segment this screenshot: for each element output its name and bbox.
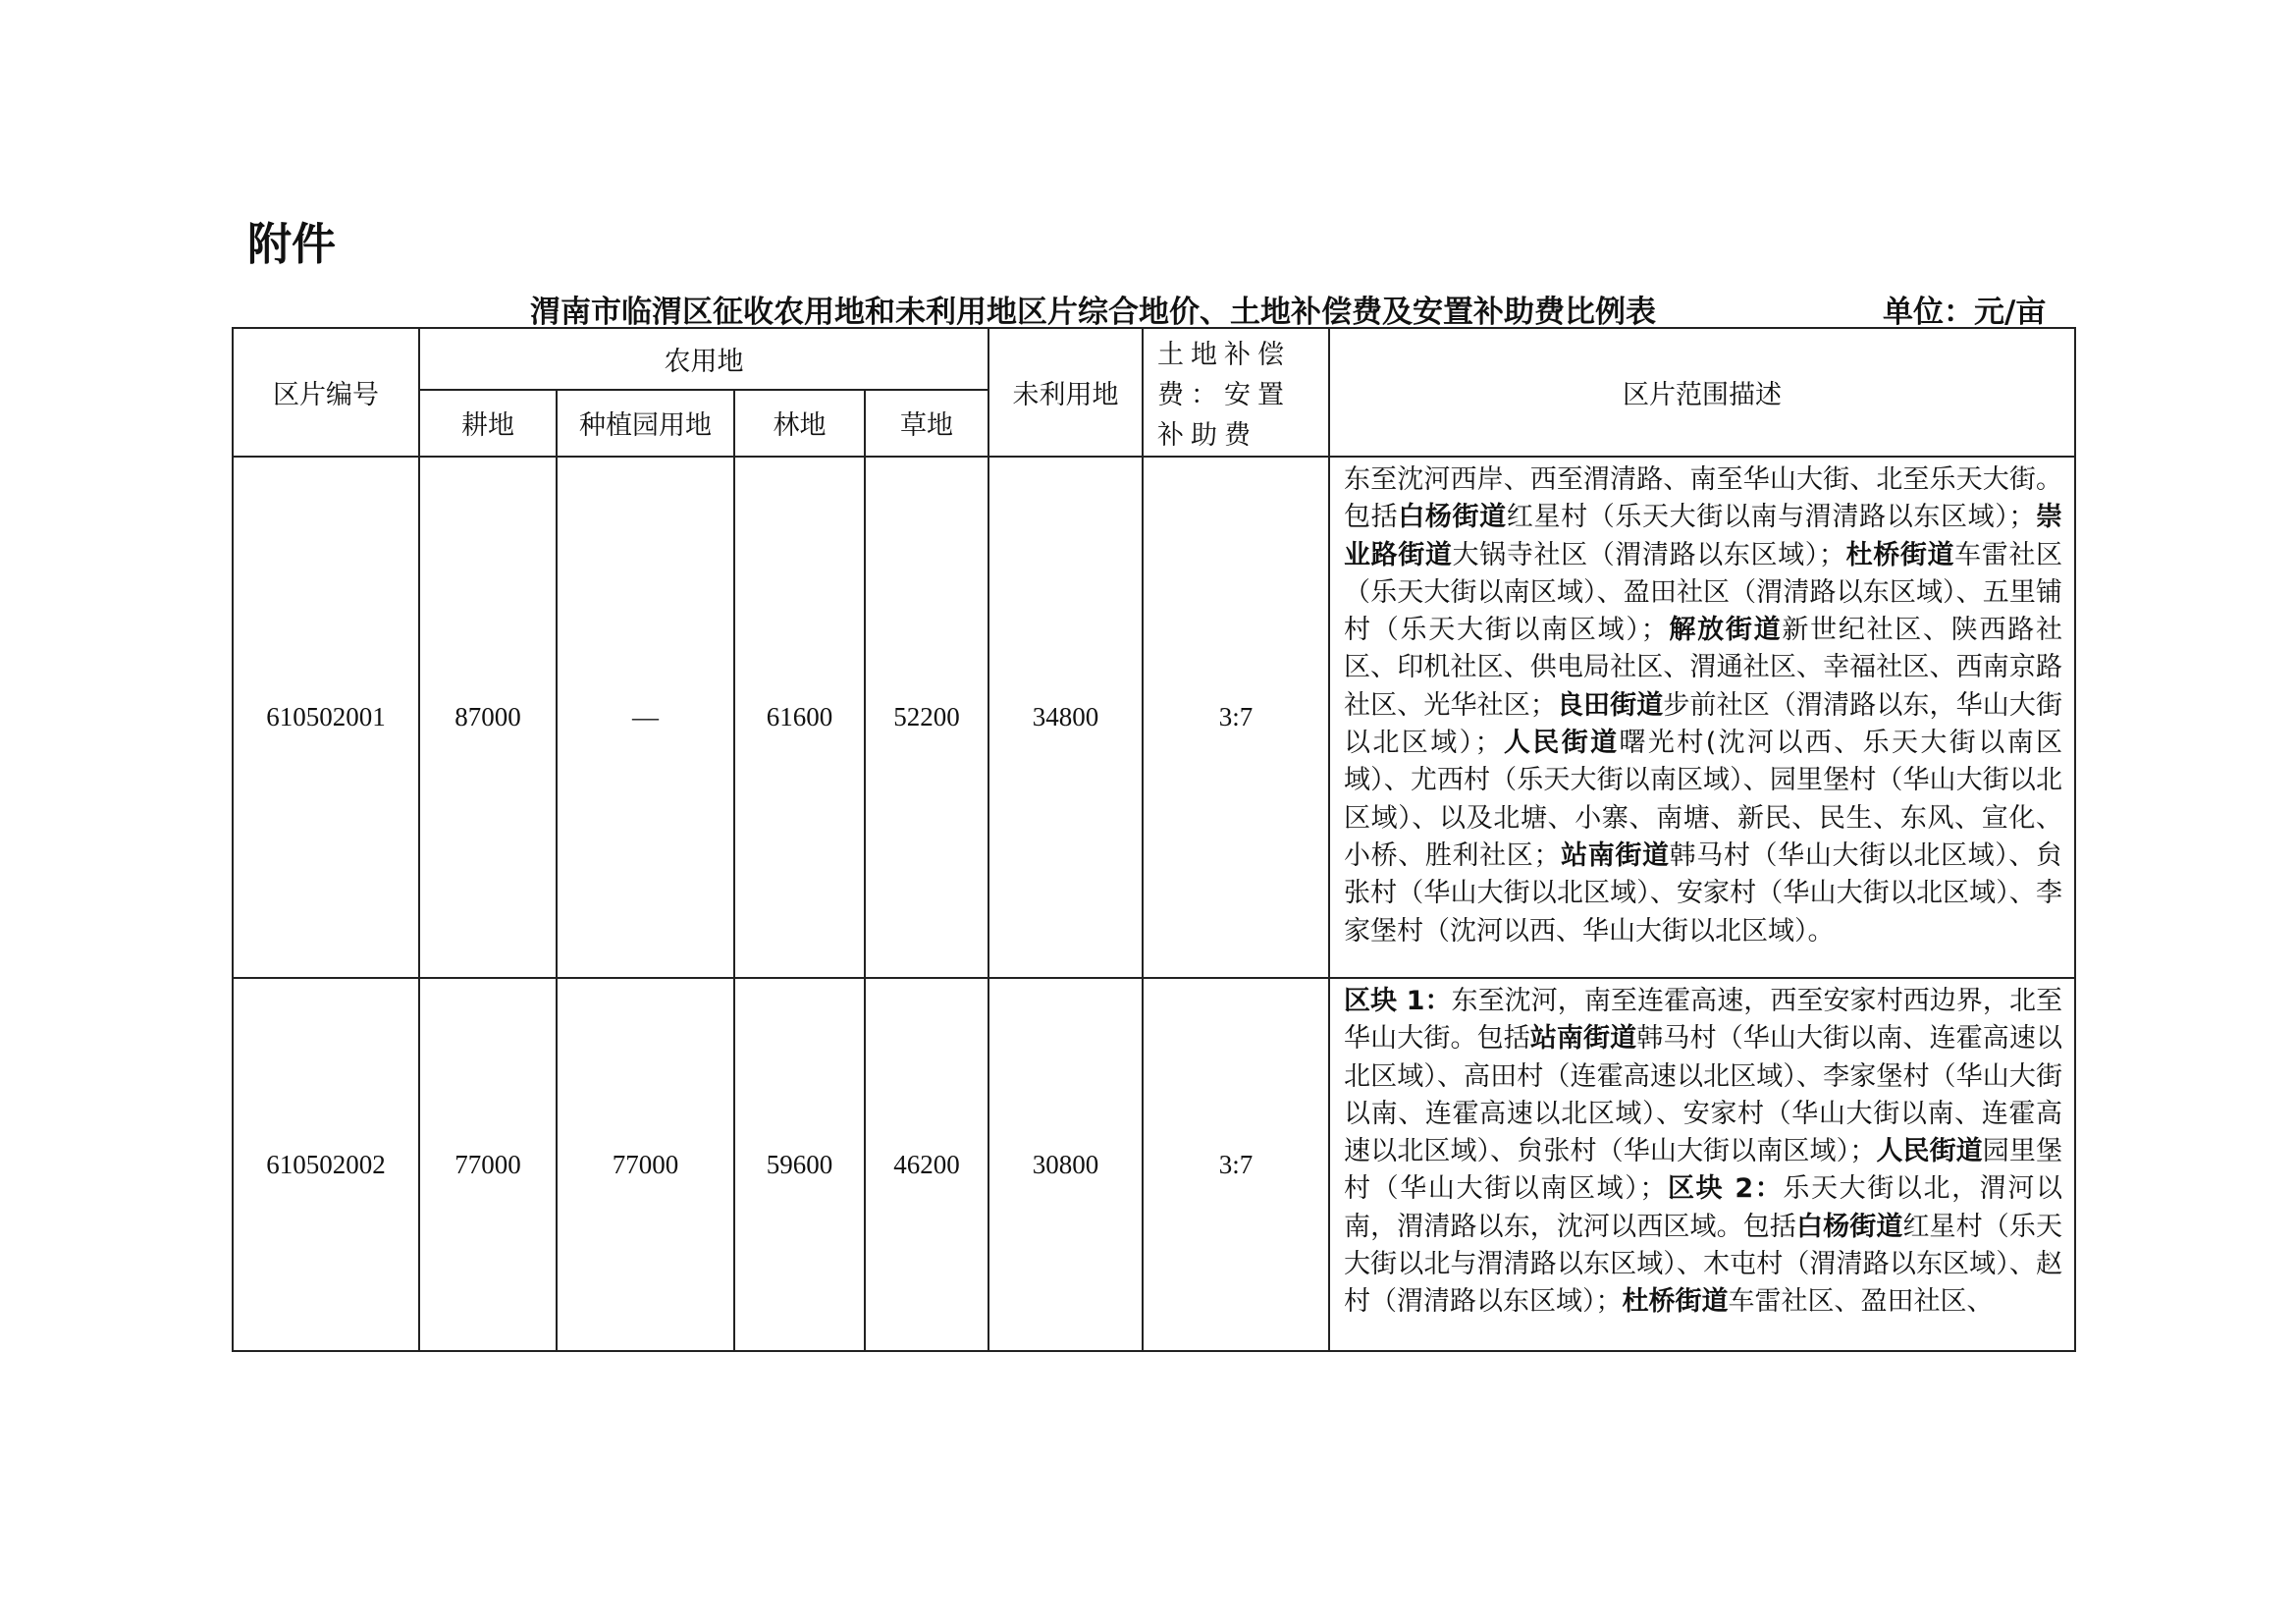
header-description: 区片范围描述 (1329, 328, 2075, 457)
header-cultivated: 耕地 (419, 390, 557, 457)
header-unused-land: 未利用地 (988, 328, 1143, 457)
description-cell (1329, 978, 2075, 1351)
description-segment: 韩马村（华山大街以南、连霍高速以北区域）、高田村（连霍高速以北区域）、李家堡村（华山大街以南、连霍高速以北区域）、安家村（华山大街以南、连霍高速以北区域）、贠张村（华山大街以南区域）； (1344, 1023, 2063, 1167)
description-segment: 曙光村(沈河以西、乐天大街以南区域）、尤西村（乐天大街以南区域）、园里堡村（华山大街以北区域）、以及北塘、小寨、南塘、新民、民生、东风、宣化、小桥、胜利社区； (1344, 728, 2063, 871)
orchard-cell: 77000 (557, 978, 734, 1351)
description-bold-segment: 人民街道 (1876, 1136, 1983, 1167)
description-segment: 东至沈河西岸、西至渭清路、南至华山大街、北至乐天大街。包括 (1344, 464, 2062, 533)
ratio-cell: 3:7 (1143, 978, 1329, 1351)
orchard-cell: — (557, 457, 734, 978)
attachment-label: 附件 (247, 218, 337, 270)
forest-cell: 61600 (734, 457, 865, 978)
cultivated-cell: 87000 (419, 457, 557, 978)
table-row (233, 457, 2075, 978)
description-bold-segment: 崇业路街道 (1344, 502, 2063, 570)
description-segment: 车雷社区（乐天大街以南区域）、盈田社区（渭清路以东区域）、五里铺村（乐天大街以南区域）； (1344, 539, 2063, 646)
description-bold-segment: 良田街道 (1556, 689, 1664, 721)
grass-cell: 46200 (865, 978, 988, 1351)
header-zone-code: 区片编号 (233, 328, 419, 457)
header-grass: 草地 (865, 390, 988, 457)
table-title: 渭南市临渭区征收农用地和未利用地区片综合地价、土地补偿费及安置补助费比例表 (530, 295, 1656, 330)
description-segment: 乐天大街以北，渭河以南，渭清路以东，沈河以西区域。包括 (1344, 1173, 2063, 1242)
description-cell (1329, 457, 2075, 978)
description-bold-segment: 白杨街道 (1795, 1211, 1903, 1242)
description-segment: 园里堡村（华山大街以南区域）； (1344, 1136, 2063, 1205)
description-segment: 新世纪社区、陕西路社区、印机社区、供电局社区、渭通社区、幸福社区、西南京路社区、光华社区； (1344, 615, 2063, 721)
description-bold-segment: 人民街道 (1501, 728, 1620, 759)
description-segment: 大锅寺社区（渭清路以东区域）； (1452, 539, 1845, 570)
zone-code-cell: 610502001 (233, 457, 419, 978)
header-orchard: 种植园用地 (557, 390, 734, 457)
table-row (233, 978, 2075, 1351)
ratio-cell: 3:7 (1143, 457, 1329, 978)
unused-cell: 34800 (988, 457, 1143, 978)
description-segment: 红星村（乐天大街以南与渭清路以东区域）； (1506, 502, 2036, 533)
cultivated-cell: 77000 (419, 978, 557, 1351)
unused-cell: 30800 (988, 978, 1143, 1351)
header-ratio: 土地补偿费：安置补助费 (1143, 328, 1329, 457)
description-bold-segment: 杜桥街道 (1844, 539, 1955, 570)
header-forest: 林地 (734, 390, 865, 457)
grass-cell: 52200 (865, 457, 988, 978)
description-bold-segment: 区块 2： (1666, 1173, 1784, 1205)
header-row-top (233, 328, 2075, 390)
description-bold-segment: 解放街道 (1667, 615, 1783, 646)
description-bold-segment: 白杨街道 (1398, 502, 1507, 533)
price-table (232, 327, 2076, 1352)
forest-cell: 59600 (734, 978, 865, 1351)
description-segment: 车雷社区、盈田社区、 (1728, 1286, 1994, 1318)
description-segment: 东至沈河，南至连霍高速，西至安家村西边界，北至华山大街。包括 (1344, 986, 2063, 1055)
unit-label: 单位：元/亩 (1883, 295, 2047, 330)
description-bold-segment: 站南街道 (1529, 1023, 1637, 1055)
description-bold-segment: 站南街道 (1560, 839, 1670, 871)
description-segment: 步前社区（渭清路以东，华山大街以北区域）； (1344, 689, 2063, 759)
description-bold-segment: 杜桥街道 (1622, 1286, 1729, 1318)
zone-code-cell: 610502002 (233, 978, 419, 1351)
header-farmland: 农用地 (419, 328, 988, 390)
description-segment: 韩马村（华山大街以北区域）、贠张村（华山大街以北区域）、安家村（华山大街以北区域）、李家堡村（沈河以西、华山大街以北区域）。 (1344, 839, 2063, 947)
description-segment: 红星村（乐天大街以北与渭清路以东区域）、木屯村（渭清路以东区域）、赵村（渭清路以东区域）； (1344, 1211, 2063, 1318)
description-bold-segment: 区块 1： (1344, 986, 1452, 1016)
